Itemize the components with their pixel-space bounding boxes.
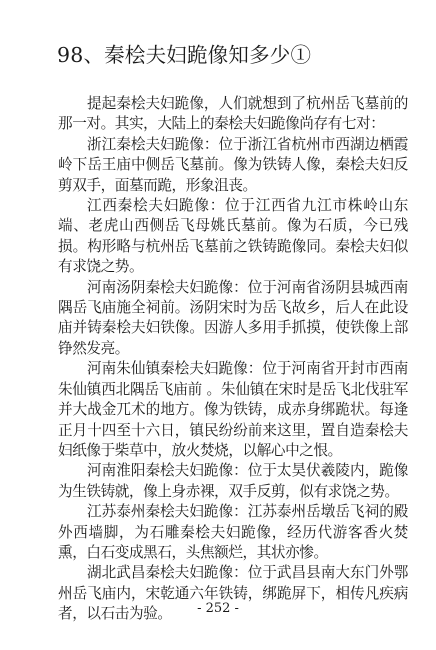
- page-title: 98、秦桧夫妇跪像知多少①: [57, 43, 312, 67]
- paragraph-zhuxianzhen: 河南朱仙镇秦桧夫妇跪像：位于河南省开封市西南朱仙镇西北隅岳飞庙前 。朱仙镇在宋时是岳飞北伐驻军并大战金兀术的地方。像为铁铸，成赤身绑跪状。每逢正月十四至十六日，镇民纷纷前来这里，置自造秦桧夫妇纸像于柴草中，放火焚烧，以解心中之恨。: [58, 360, 408, 459]
- page-number: - 252 -: [197, 601, 239, 616]
- paragraph-jiangxi: 江西秦桧夫妇跪像：位于江西省九江市株岭山东端、老虎山西侧岳飞母姚氏墓前。像为石质，今已残损。构形略与杭州岳飞墓前之铁铸跪像同。秦桧夫妇似有求饶之势。: [58, 197, 408, 276]
- paragraph-intro: 提起秦桧夫妇跪像，人们就想到了杭州岳飞墓前的那一对。其实，大陆上的秦桧夫妇跪像尚存有七对：: [58, 95, 408, 133]
- paragraph-wuchang: 湖北武昌秦桧夫妇跪像：位于武昌县南大东门外鄂州岳飞庙内，宋乾通六年铁铸，绑跪屏下，相传凡疾病者，以石击为验。: [58, 564, 408, 623]
- paragraph-zhejiang: 浙江秦桧夫妇跪像：位于浙江省杭州市西湖边栖霞岭下岳王庙中侧岳飞墓前。像为铁铸人像，秦桧夫妇反剪双手，面墓而跪，形象沮丧。: [58, 135, 408, 194]
- paragraph-huaiyang: 河南淮阳秦桧夫妇跪像：位于太昊伏羲陵内，跪像为生铁铸就，像上身赤裸，双手反剪，似有求饶之势。: [58, 462, 408, 500]
- paragraph-taizhou: 江苏泰州秦桧夫妇跪像：江苏泰州岳墩岳飞祠的殿外西墙脚，为石雕秦桧夫妇跪像，经历代游客香火焚熏，白石变成黑石，头焦额烂，其状亦惨。: [58, 503, 408, 561]
- paragraph-tangyin: 河南汤阴秦桧夫妇跪像：位于河南省汤阴县城西南隅岳飞庙施全祠前。汤阴宋时为岳飞故乡，后人在此设庙并铸秦桧夫妇铁像。因游人多用手抓摸，使铁像上部铮然发亮。: [58, 278, 408, 357]
- article-body: [58, 94, 408, 625]
